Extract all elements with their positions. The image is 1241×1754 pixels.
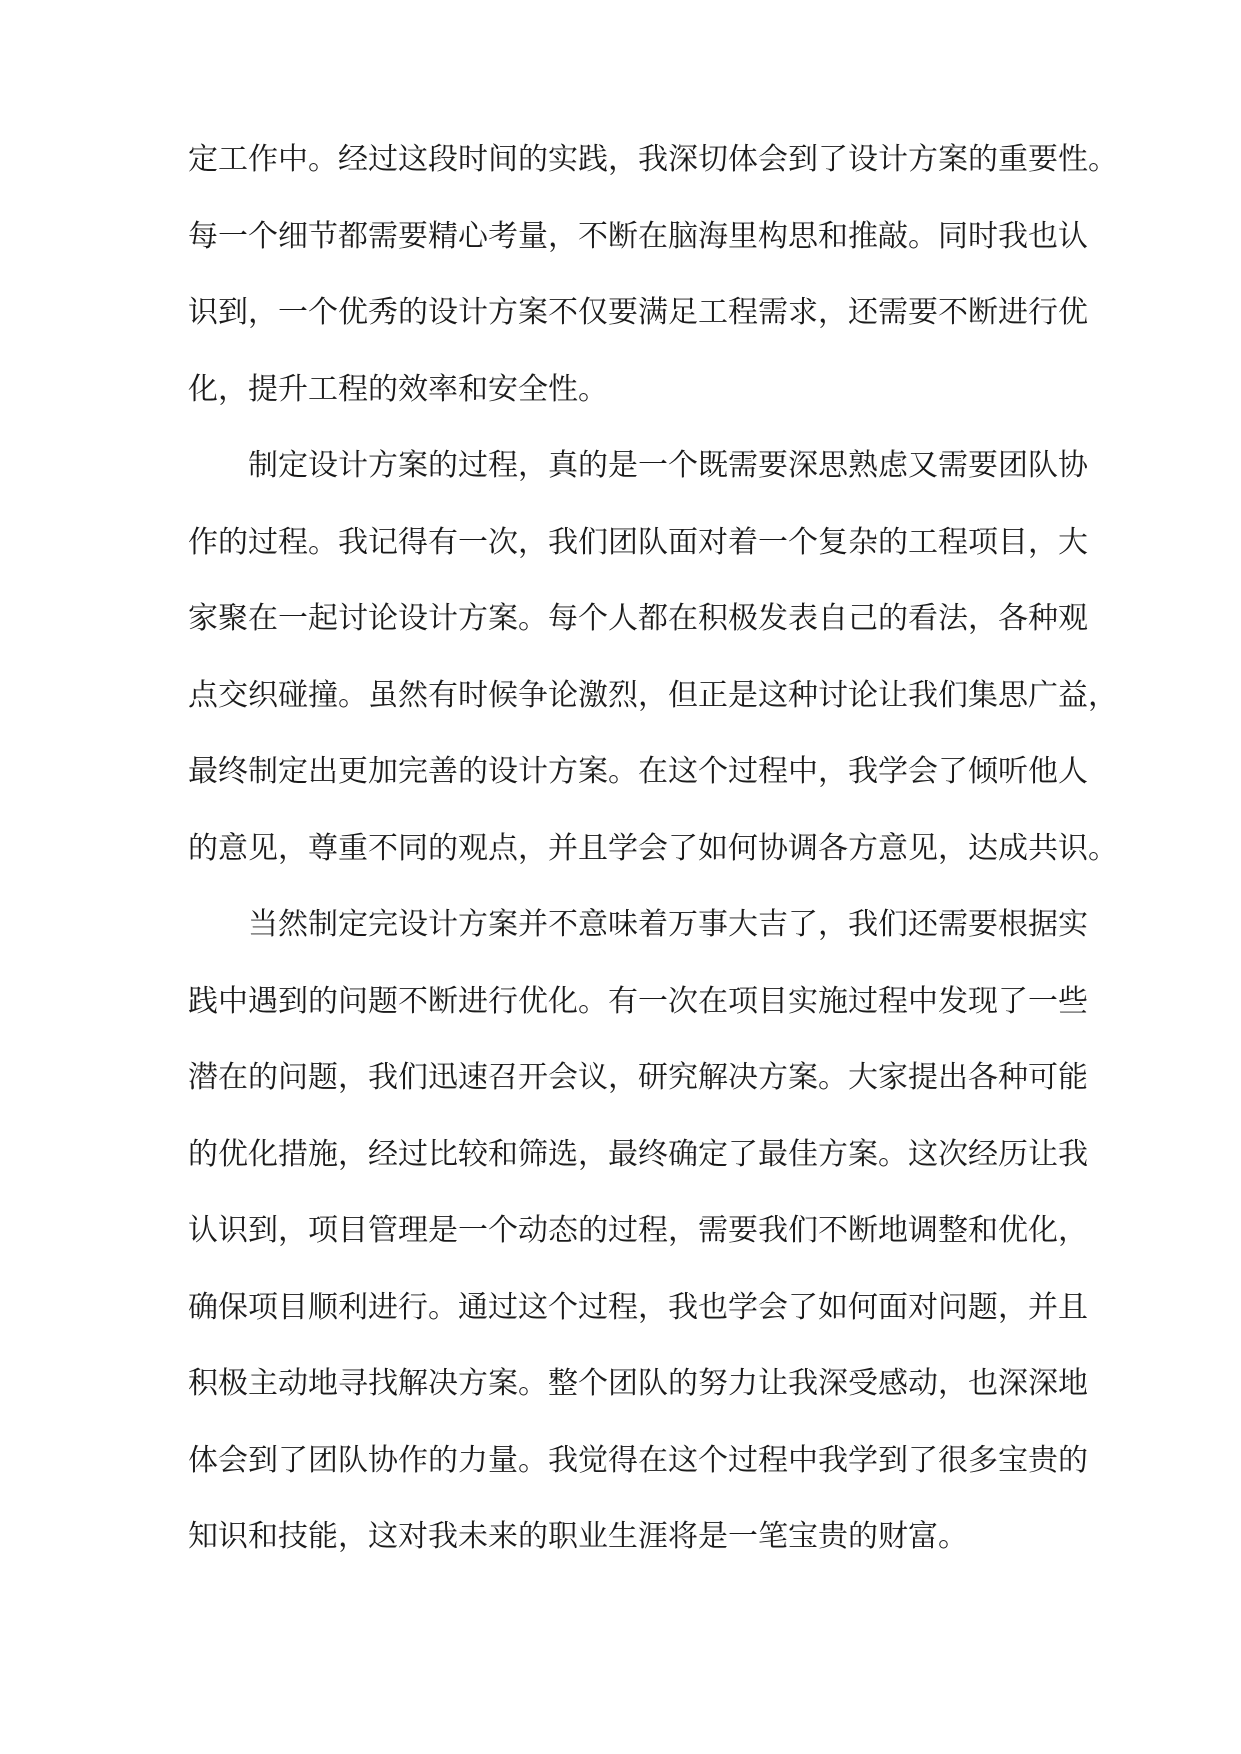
text-line: 制定设计方案的过程，真的是一个既需要深思熟虑又需要团队协	[248, 448, 1088, 483]
text-line: 的意见，尊重不同的观点，并且学会了如何协调各方意见，达成共识。	[188, 830, 1118, 866]
text-line: 确保项目顺利进行。通过这个过程，我也学会了如何面对问题，并且	[188, 1289, 1088, 1325]
text-line: 积极主动地寻找解决方案。整个团队的努力让我深受感动，也深深地	[188, 1366, 1088, 1401]
body-text	[188, 122, 1118, 1576]
text-line: 识到，一个优秀的设计方案不仅要满足工程需求，还需要不断进行优	[188, 295, 1088, 330]
text-line: 最终制定出更加完善的设计方案。在这个过程中，我学会了倾听他人	[188, 754, 1088, 789]
text-line: 体会到了团队协作的力量。我觉得在这个过程中我学到了很多宝贵的	[188, 1442, 1088, 1478]
text-line: 点交织碰撞。虽然有时候争论激烈，但正是这种讨论让我们集思广益，	[188, 677, 1118, 713]
text-line: 认识到，项目管理是一个动态的过程，需要我们不断地调整和优化，	[188, 1213, 1088, 1248]
text-line: 每一个细节都需要精心考量，不断在脑海里构思和推敲。同时我也认	[188, 218, 1088, 254]
text-line: 的优化措施，经过比较和筛选，最终确定了最佳方案。这次经历让我	[188, 1136, 1088, 1172]
text-line: 当然制定完设计方案并不意味着万事大吉了，我们还需要根据实	[248, 907, 1088, 942]
text-line: 知识和技能，这对我未来的职业生涯将是一笔宝贵的财富。	[188, 1519, 968, 1554]
text-line: 化，提升工程的效率和安全性。	[188, 371, 608, 407]
text-line: 家聚在一起讨论设计方案。每个人都在积极发表自己的看法，各种观	[188, 601, 1088, 636]
text-line: 践中遇到的问题不断进行优化。有一次在项目实施过程中发现了一些	[188, 983, 1088, 1019]
text-line: 潜在的问题，我们迅速召开会议，研究解决方案。大家提出各种可能	[188, 1060, 1088, 1095]
text-line: 作的过程。我记得有一次，我们团队面对着一个复杂的工程项目，大	[188, 524, 1088, 560]
text-line: 定工作中。经过这段时间的实践，我深切体会到了设计方案的重要性。	[188, 142, 1118, 177]
